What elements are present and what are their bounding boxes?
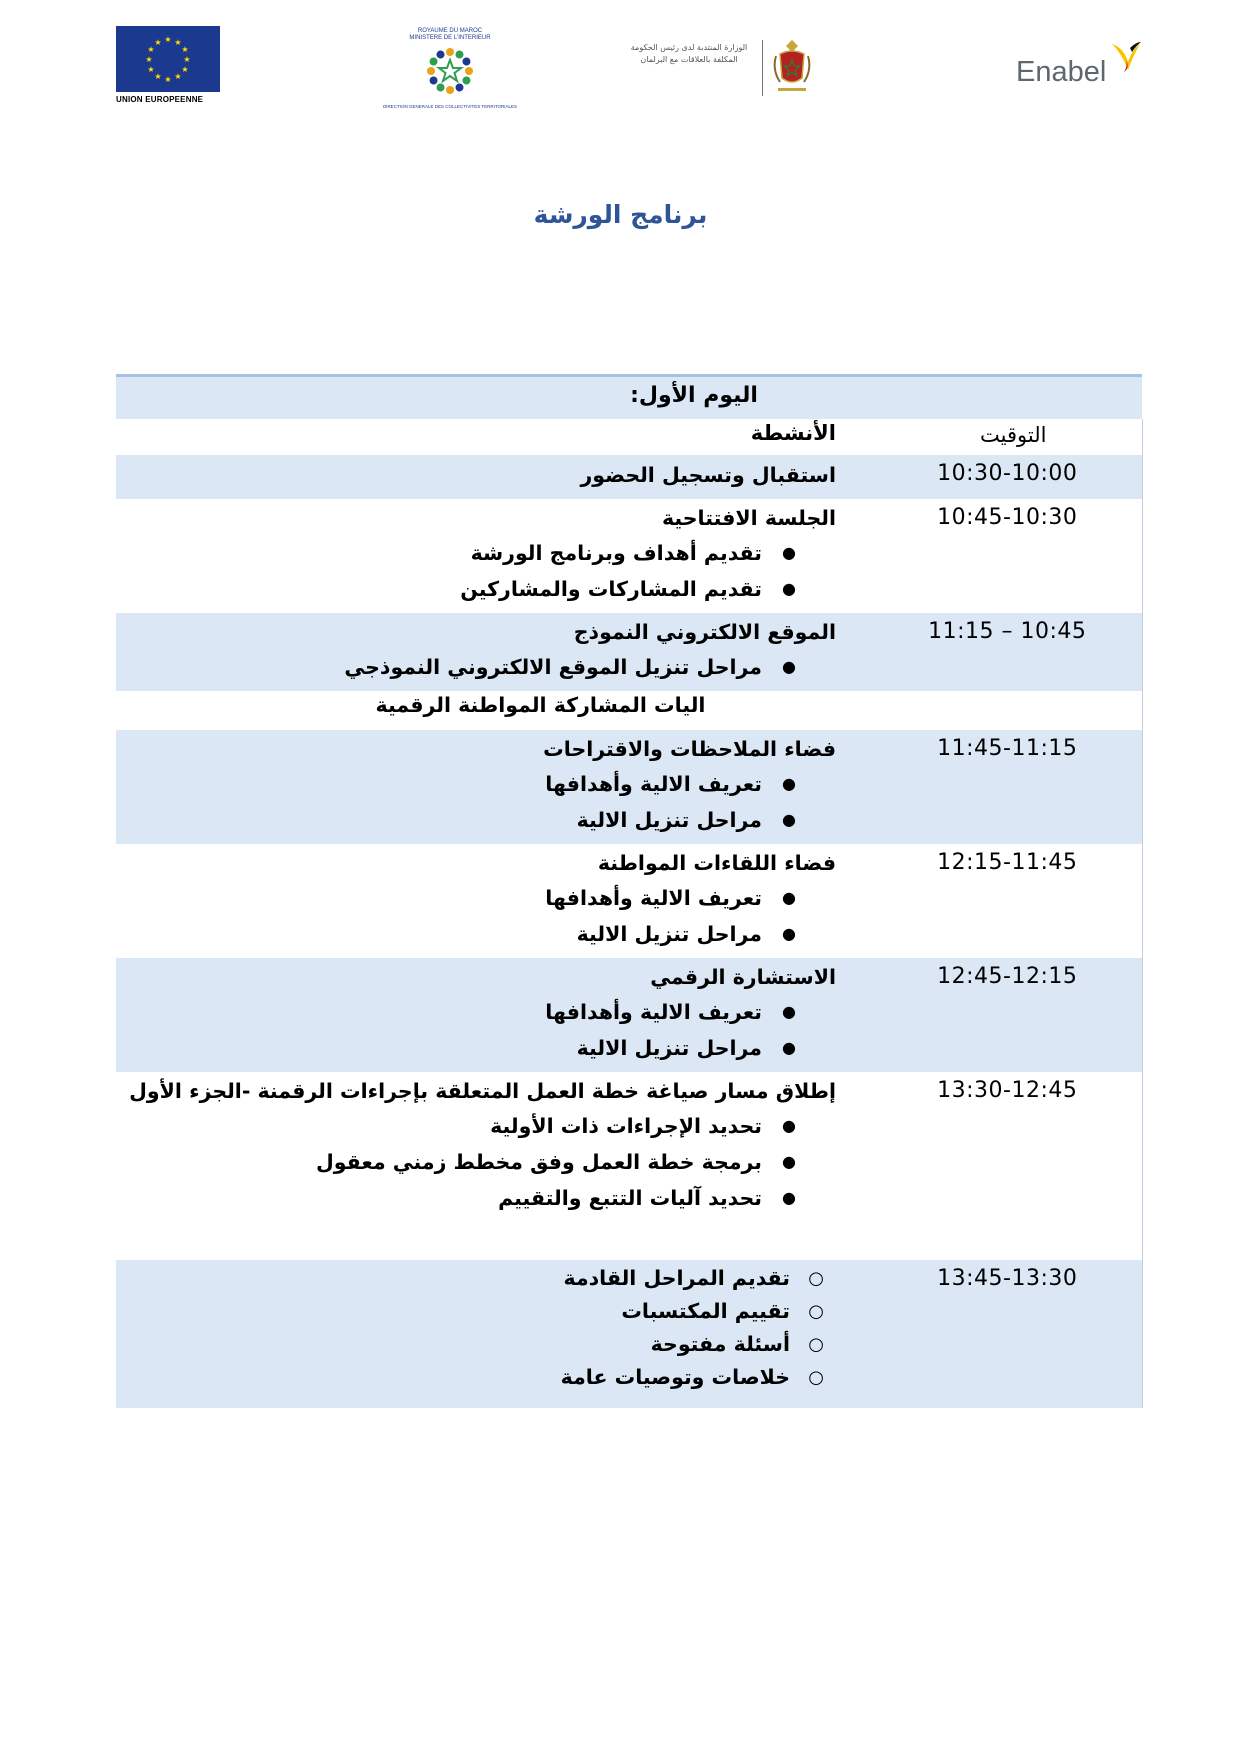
day-title: اليوم الأول:	[630, 383, 758, 408]
bullet-icon: ●	[782, 774, 796, 793]
activity-title: استقبال وتسجيل الحضور	[580, 463, 836, 487]
enabel-logo-text: Enabel	[1016, 56, 1107, 88]
table-row	[116, 844, 1142, 958]
moroccan-crest-icon	[770, 36, 814, 100]
activity-list	[116, 1262, 836, 1394]
list-item: ● تحديد الإجراءات ذات الأولية	[116, 1108, 836, 1144]
activity-title: إطلاق مسار صياغة خطة العمل المتعلقة بإجراءات الرقمنة -الجزء الأول	[129, 1079, 836, 1103]
section-note: اليات المشاركة المواطنة الرقمية	[375, 693, 706, 717]
circle-bullet-icon: ○	[808, 1334, 824, 1355]
time-slot: 10:30-10:00	[937, 461, 1078, 486]
svg-text:★: ★	[164, 35, 172, 44]
bullet-icon: ●	[782, 1188, 796, 1207]
svg-text:★: ★	[181, 65, 189, 74]
activity-list	[116, 649, 836, 685]
activity-title: الجلسة الافتتاحية	[661, 506, 836, 530]
circle-bullet-icon: ○	[808, 1268, 824, 1289]
dgct-logo	[380, 28, 520, 109]
list-item: ○ خلاصات وتوصيات عامة	[116, 1361, 836, 1394]
ministry-logo-text: الوزارة المنتدبة لدى رئيس الحكومة المكلفة بالعلاقات مع البرلمان	[630, 43, 748, 64]
bullet-icon: ●	[782, 810, 796, 829]
list-item: ● مراحل تنزيل الالية	[116, 1030, 836, 1066]
time-slot: 11:15 – 10:45	[928, 619, 1087, 644]
list-item: ● تعريف الالية وأهدافها	[116, 994, 836, 1030]
eu-logo	[116, 26, 220, 104]
svg-text:★: ★	[154, 72, 162, 81]
dgct-logo-top-text: ROYAUME DU MAROC MINISTERE DE L'INTERIEUR	[409, 28, 491, 41]
list-item: ● برمجة خطة العمل وفق مخطط زمني معقول	[116, 1144, 836, 1180]
bullet-icon: ●	[782, 543, 796, 562]
circle-bullet-icon: ○	[808, 1367, 824, 1388]
time-slot: 12:45-12:15	[937, 964, 1078, 989]
table-row	[116, 958, 1142, 1072]
eu-logo-text: UNION EUROPEENNE	[116, 95, 204, 104]
list-item: ● تقديم أهداف وبرنامج الورشة	[116, 535, 836, 571]
svg-text:★: ★	[147, 65, 155, 74]
table-row	[116, 691, 1142, 730]
workshop-schedule-table	[116, 374, 1143, 1408]
svg-text:★: ★	[174, 72, 182, 81]
list-item: ● مراحل تنزيل الالية	[116, 916, 836, 952]
activity-title: الموقع الالكتروني النموذج	[573, 620, 836, 644]
dgct-logo-bottom-text: DIRECTION GENERALE DES COLLECTIVITES TERRITORIALES	[382, 104, 518, 109]
column-header-row	[116, 419, 1142, 455]
list-item: ● تعريف الالية وأهدافها	[116, 880, 836, 916]
bullet-icon: ●	[782, 1116, 796, 1135]
activity-title: فضاء اللقاءات المواطنة	[597, 851, 836, 875]
dgct-star-icon	[423, 44, 477, 98]
svg-text:★: ★	[154, 38, 162, 47]
ministry-logo-separator	[762, 40, 763, 96]
svg-text:★: ★	[183, 55, 191, 64]
time-slot: 10:45-10:30	[937, 505, 1078, 530]
table-row	[116, 455, 1142, 499]
list-item: ○ أسئلة مفتوحة	[116, 1328, 836, 1361]
ministry-logo	[620, 36, 820, 106]
list-item: ○ تقييم المكتسبات	[116, 1295, 836, 1328]
table-row	[116, 730, 1142, 844]
svg-text:★: ★	[181, 45, 189, 54]
list-item: ● تعريف الالية وأهدافها	[116, 766, 836, 802]
column-header-activities: الأنشطة	[750, 421, 836, 445]
column-header-time: التوقيت	[980, 423, 1047, 447]
list-item: ● تحديد آليات التتبع والتقييم	[116, 1180, 836, 1216]
time-slot: 12:15-11:45	[937, 850, 1078, 875]
activity-list	[116, 994, 836, 1066]
activity-title: فضاء الملاحظات والاقتراحات	[543, 737, 836, 761]
table-row	[116, 499, 1142, 613]
svg-text:★: ★	[164, 75, 172, 84]
enabel-logo	[1016, 36, 1156, 96]
svg-text:★: ★	[145, 55, 153, 64]
list-item: ○ تقديم المراحل القادمة	[116, 1262, 836, 1295]
svg-text:★: ★	[147, 45, 155, 54]
document-title: برنامج الورشة	[533, 200, 708, 229]
bullet-icon: ●	[782, 579, 796, 598]
activity-list	[116, 1108, 836, 1216]
svg-text:★: ★	[174, 38, 182, 47]
day-header-row	[116, 376, 1142, 420]
bullet-icon: ●	[782, 1002, 796, 1021]
activity-list	[116, 766, 836, 838]
eu-flag-icon	[116, 26, 220, 92]
table-row	[116, 1260, 1142, 1408]
list-item: ● مراحل تنزيل الموقع الالكتروني النموذجي	[116, 649, 836, 685]
table-row	[116, 1072, 1142, 1260]
time-slot: 11:45-11:15	[937, 736, 1078, 761]
activity-list	[116, 880, 836, 952]
bullet-icon: ●	[782, 657, 796, 676]
bullet-icon: ●	[782, 924, 796, 943]
header-logos	[0, 22, 1241, 122]
activity-list	[116, 535, 836, 607]
activity-title: الاستشارة الرقمي	[650, 965, 836, 989]
time-slot	[845, 691, 1142, 697]
list-item: ● مراحل تنزيل الالية	[116, 802, 836, 838]
time-slot: 13:30-12:45	[937, 1078, 1078, 1103]
list-item: ● تقديم المشاركات والمشاركين	[116, 571, 836, 607]
bullet-icon: ●	[782, 1152, 796, 1171]
circle-bullet-icon: ○	[808, 1301, 824, 1322]
table-row	[116, 613, 1142, 691]
time-slot: 13:45-13:30	[937, 1266, 1078, 1291]
enabel-swoosh-icon	[1108, 38, 1142, 72]
bullet-icon: ●	[782, 888, 796, 907]
bullet-icon: ●	[782, 1038, 796, 1057]
